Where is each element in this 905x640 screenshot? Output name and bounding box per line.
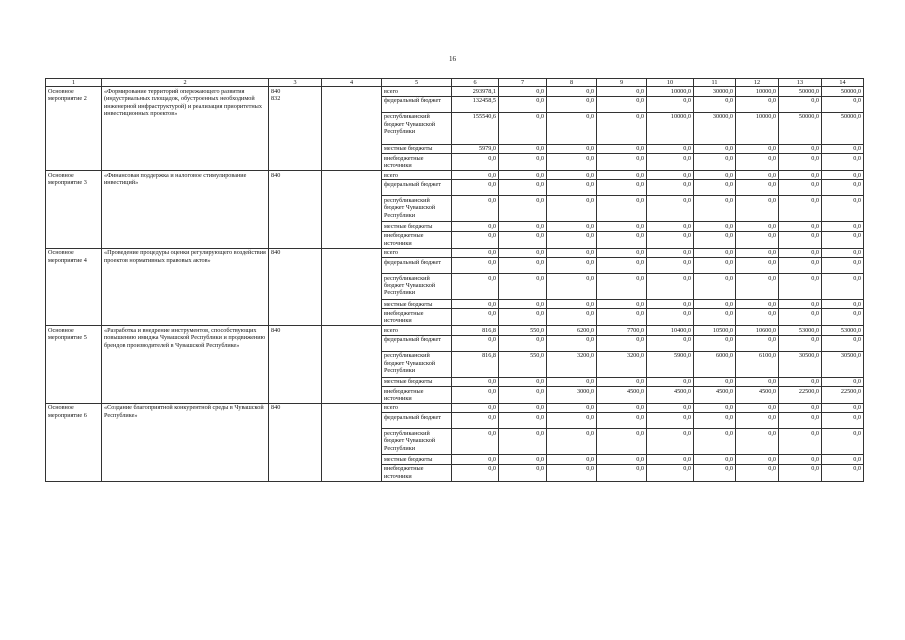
- amount-cell: 0,0: [452, 377, 499, 386]
- amount-cell: 0,0: [822, 464, 864, 481]
- amount-cell: 6000,0: [694, 351, 736, 377]
- amount-cell: 30500,0: [822, 351, 864, 377]
- amount-cell: 50000,0: [779, 112, 822, 144]
- amount-cell: 0,0: [547, 309, 597, 326]
- amount-cell: 0,0: [822, 455, 864, 464]
- column-number: 14: [822, 79, 864, 87]
- column-number: 1: [46, 79, 102, 87]
- amount-cell: 0,0: [452, 335, 499, 351]
- table-row: [46, 171, 864, 180]
- amount-cell: 0,0: [694, 413, 736, 429]
- amount-cell: 0,0: [822, 248, 864, 257]
- amount-cell: 0,0: [452, 231, 499, 248]
- amount-cell: 0,0: [452, 455, 499, 464]
- amount-cell: 0,0: [597, 180, 647, 196]
- column-number: 10: [647, 79, 694, 87]
- amount-cell: 10000,0: [647, 87, 694, 96]
- funding-source: внебюджетные источники: [382, 387, 452, 404]
- amount-cell: 0,0: [499, 387, 547, 404]
- column-number: 8: [547, 79, 597, 87]
- column-number: 4: [322, 79, 382, 87]
- amount-cell: 0,0: [547, 171, 597, 180]
- amount-cell: 53000,0: [822, 326, 864, 335]
- amount-cell: 22500,0: [779, 387, 822, 404]
- amount-cell: 0,0: [547, 222, 597, 231]
- amount-cell: 0,0: [647, 413, 694, 429]
- amount-cell: 50000,0: [779, 87, 822, 96]
- funding-source: всего: [382, 326, 452, 335]
- amount-cell: 0,0: [547, 403, 597, 412]
- funding-source: внебюджетные источники: [382, 309, 452, 326]
- amount-cell: 132458,5: [452, 96, 499, 112]
- amount-cell: 3200,0: [547, 351, 597, 377]
- amount-cell: 0,0: [779, 258, 822, 274]
- column-4-cell: [322, 171, 382, 249]
- amount-cell: 0,0: [736, 429, 779, 455]
- amount-cell: 4500,0: [597, 387, 647, 404]
- amount-cell: 0,0: [597, 258, 647, 274]
- amount-cell: 0,0: [779, 144, 822, 153]
- amount-cell: 0,0: [779, 180, 822, 196]
- amount-cell: 3200,0: [597, 351, 647, 377]
- amount-cell: 0,0: [694, 248, 736, 257]
- amount-cell: 0,0: [779, 222, 822, 231]
- amount-cell: 0,0: [597, 455, 647, 464]
- amount-cell: 0,0: [779, 455, 822, 464]
- amount-cell: 0,0: [694, 309, 736, 326]
- amount-cell: 0,0: [822, 377, 864, 386]
- amount-cell: 0,0: [597, 87, 647, 96]
- amount-cell: 0,0: [694, 144, 736, 153]
- amount-cell: 7700,0: [597, 326, 647, 335]
- amount-cell: 0,0: [647, 300, 694, 309]
- funding-source: федеральный бюджет: [382, 258, 452, 274]
- amount-cell: 0,0: [499, 180, 547, 196]
- amount-cell: 0,0: [547, 154, 597, 171]
- amount-cell: 0,0: [597, 309, 647, 326]
- table-row: [46, 248, 864, 257]
- amount-cell: 0,0: [694, 222, 736, 231]
- measure-description: «Разработка и внедрение инструментов, способствующих повышению имиджа Чувашской Республики и продвижению брендов производителей в Чувашской Республике»: [102, 326, 269, 404]
- amount-cell: 0,0: [452, 154, 499, 171]
- amount-cell: 0,0: [736, 222, 779, 231]
- amount-cell: 0,0: [694, 154, 736, 171]
- amount-cell: 0,0: [779, 377, 822, 386]
- funding-source: республиканский бюджет Чувашской Республики: [382, 351, 452, 377]
- amount-cell: 0,0: [779, 274, 822, 300]
- funding-source: местные бюджеты: [382, 144, 452, 153]
- table-row: [46, 403, 864, 412]
- amount-cell: 10400,0: [647, 326, 694, 335]
- amount-cell: 0,0: [547, 377, 597, 386]
- amount-cell: 0,0: [822, 309, 864, 326]
- amount-cell: 0,0: [694, 455, 736, 464]
- amount-cell: 0,0: [547, 231, 597, 248]
- amount-cell: 0,0: [499, 274, 547, 300]
- amount-cell: 0,0: [597, 112, 647, 144]
- amount-cell: 0,0: [597, 196, 647, 222]
- amount-cell: 0,0: [736, 335, 779, 351]
- amount-cell: 0,0: [547, 144, 597, 153]
- amount-cell: 0,0: [547, 455, 597, 464]
- amount-cell: 0,0: [547, 112, 597, 144]
- funding-source: местные бюджеты: [382, 222, 452, 231]
- amount-cell: 0,0: [822, 154, 864, 171]
- amount-cell: 0,0: [647, 171, 694, 180]
- column-number: 7: [499, 79, 547, 87]
- amount-cell: 0,0: [499, 258, 547, 274]
- column-number: 6: [452, 79, 499, 87]
- amount-cell: 4500,0: [647, 387, 694, 404]
- amount-cell: 0,0: [499, 231, 547, 248]
- amount-cell: 0,0: [694, 258, 736, 274]
- table-row: [46, 87, 864, 96]
- amount-cell: 0,0: [647, 429, 694, 455]
- amount-cell: 0,0: [779, 196, 822, 222]
- amount-cell: 0,0: [597, 403, 647, 412]
- amount-cell: 0,0: [499, 300, 547, 309]
- amount-cell: 0,0: [499, 196, 547, 222]
- amount-cell: 0,0: [499, 222, 547, 231]
- amount-cell: 0,0: [452, 196, 499, 222]
- amount-cell: 0,0: [547, 180, 597, 196]
- amount-cell: 0,0: [822, 274, 864, 300]
- funding-source: республиканский бюджет Чувашской Республики: [382, 429, 452, 455]
- amount-cell: 0,0: [736, 464, 779, 481]
- funding-source: местные бюджеты: [382, 377, 452, 386]
- amount-cell: 0,0: [736, 231, 779, 248]
- measure-name: Основное мероприятие 5: [46, 326, 102, 404]
- amount-cell: 50000,0: [822, 87, 864, 96]
- amount-cell: 0,0: [736, 258, 779, 274]
- amount-cell: 0,0: [547, 335, 597, 351]
- amount-cell: 0,0: [736, 144, 779, 153]
- funding-source: республиканский бюджет Чувашской Республики: [382, 112, 452, 144]
- amount-cell: 0,0: [736, 413, 779, 429]
- amount-cell: 0,0: [647, 377, 694, 386]
- amount-cell: 0,0: [452, 274, 499, 300]
- amount-cell: 0,0: [547, 464, 597, 481]
- amount-cell: 53000,0: [779, 326, 822, 335]
- amount-cell: 0,0: [694, 377, 736, 386]
- amount-cell: 0,0: [779, 300, 822, 309]
- amount-cell: 30500,0: [779, 351, 822, 377]
- amount-cell: 0,0: [452, 403, 499, 412]
- amount-cell: 0,0: [647, 231, 694, 248]
- funding-source: всего: [382, 248, 452, 257]
- amount-cell: 0,0: [597, 335, 647, 351]
- amount-cell: 0,0: [452, 171, 499, 180]
- budget-code: 840: [269, 326, 322, 404]
- funding-source: всего: [382, 87, 452, 96]
- amount-cell: 0,0: [597, 300, 647, 309]
- amount-cell: 0,0: [736, 309, 779, 326]
- amount-cell: 0,0: [822, 403, 864, 412]
- amount-cell: 0,0: [736, 196, 779, 222]
- column-number: 11: [694, 79, 736, 87]
- amount-cell: 0,0: [647, 455, 694, 464]
- amount-cell: 0,0: [547, 258, 597, 274]
- amount-cell: 550,0: [499, 351, 547, 377]
- amount-cell: 0,0: [597, 429, 647, 455]
- amount-cell: 0,0: [547, 96, 597, 112]
- amount-cell: 0,0: [452, 180, 499, 196]
- column-4-cell: [322, 87, 382, 171]
- amount-cell: 0,0: [694, 180, 736, 196]
- amount-cell: 0,0: [694, 96, 736, 112]
- amount-cell: 155540,6: [452, 112, 499, 144]
- funding-source: республиканский бюджет Чувашской Республики: [382, 196, 452, 222]
- amount-cell: 0,0: [736, 274, 779, 300]
- amount-cell: 0,0: [736, 403, 779, 412]
- amount-cell: 6200,0: [547, 326, 597, 335]
- amount-cell: 22500,0: [822, 387, 864, 404]
- amount-cell: 0,0: [499, 377, 547, 386]
- measure-name: Основное мероприятие 4: [46, 248, 102, 326]
- budget-code: 840: [269, 248, 322, 326]
- amount-cell: 0,0: [779, 309, 822, 326]
- funding-source: федеральный бюджет: [382, 413, 452, 429]
- amount-cell: 0,0: [499, 154, 547, 171]
- funding-source: всего: [382, 171, 452, 180]
- amount-cell: 0,0: [822, 96, 864, 112]
- amount-cell: 0,0: [499, 171, 547, 180]
- budget-code: 840: [269, 171, 322, 249]
- amount-cell: 0,0: [736, 248, 779, 257]
- amount-cell: 0,0: [499, 429, 547, 455]
- amount-cell: 0,0: [694, 464, 736, 481]
- amount-cell: 0,0: [452, 248, 499, 257]
- amount-cell: 0,0: [597, 464, 647, 481]
- column-number: 12: [736, 79, 779, 87]
- amount-cell: 0,0: [736, 300, 779, 309]
- amount-cell: 0,0: [647, 144, 694, 153]
- amount-cell: 0,0: [822, 171, 864, 180]
- amount-cell: 0,0: [547, 413, 597, 429]
- amount-cell: 0,0: [547, 248, 597, 257]
- funding-source: федеральный бюджет: [382, 335, 452, 351]
- funding-source: внебюджетные источники: [382, 154, 452, 171]
- amount-cell: 0,0: [694, 231, 736, 248]
- amount-cell: 0,0: [499, 87, 547, 96]
- amount-cell: 0,0: [547, 300, 597, 309]
- amount-cell: 0,0: [647, 96, 694, 112]
- amount-cell: 0,0: [597, 377, 647, 386]
- measure-name: Основное мероприятие 6: [46, 403, 102, 481]
- measure-name: Основное мероприятие 2: [46, 87, 102, 171]
- amount-cell: 4500,0: [694, 387, 736, 404]
- amount-cell: 0,0: [499, 112, 547, 144]
- amount-cell: 0,0: [694, 300, 736, 309]
- amount-cell: 0,0: [694, 171, 736, 180]
- funding-source: внебюджетные источники: [382, 464, 452, 481]
- amount-cell: 816,8: [452, 326, 499, 335]
- amount-cell: 0,0: [499, 403, 547, 412]
- amount-cell: 0,0: [822, 144, 864, 153]
- budget-code: 840 832: [269, 87, 322, 171]
- budget-table: [45, 78, 864, 482]
- amount-cell: 50000,0: [822, 112, 864, 144]
- amount-cell: 0,0: [822, 196, 864, 222]
- funding-source: федеральный бюджет: [382, 96, 452, 112]
- amount-cell: 0,0: [547, 429, 597, 455]
- amount-cell: 0,0: [452, 464, 499, 481]
- amount-cell: 5900,0: [647, 351, 694, 377]
- amount-cell: 0,0: [499, 309, 547, 326]
- amount-cell: 0,0: [597, 144, 647, 153]
- measure-description: «Финансовая поддержка и налоговое стимулирование инвестиций»: [102, 171, 269, 249]
- measure-description: «Формирование территорий опережающего развития (индустриальных площадок, обустроенных необходимой инженерной инфраструктурой) и реализация приоритетных инвестиционных проектов»: [102, 87, 269, 171]
- amount-cell: 0,0: [647, 464, 694, 481]
- amount-cell: 0,0: [779, 335, 822, 351]
- amount-cell: 0,0: [779, 429, 822, 455]
- funding-source: местные бюджеты: [382, 455, 452, 464]
- amount-cell: 10500,0: [694, 326, 736, 335]
- column-number: 3: [269, 79, 322, 87]
- amount-cell: 0,0: [822, 231, 864, 248]
- amount-cell: 0,0: [694, 429, 736, 455]
- amount-cell: 0,0: [499, 413, 547, 429]
- amount-cell: 0,0: [452, 429, 499, 455]
- budget-code: 840: [269, 403, 322, 481]
- amount-cell: 0,0: [499, 455, 547, 464]
- amount-cell: 0,0: [779, 413, 822, 429]
- amount-cell: 0,0: [647, 309, 694, 326]
- column-number-row: [46, 79, 864, 87]
- amount-cell: 0,0: [779, 96, 822, 112]
- column-4-cell: [322, 326, 382, 404]
- amount-cell: 0,0: [547, 87, 597, 96]
- funding-source: внебюджетные источники: [382, 231, 452, 248]
- amount-cell: 0,0: [694, 403, 736, 412]
- amount-cell: 4500,0: [736, 387, 779, 404]
- amount-cell: 10000,0: [736, 112, 779, 144]
- amount-cell: 0,0: [597, 222, 647, 231]
- amount-cell: 0,0: [597, 248, 647, 257]
- amount-cell: 0,0: [694, 274, 736, 300]
- table-body: [46, 79, 864, 482]
- amount-cell: 0,0: [822, 222, 864, 231]
- amount-cell: 0,0: [647, 274, 694, 300]
- amount-cell: 10600,0: [736, 326, 779, 335]
- funding-source: всего: [382, 403, 452, 412]
- amount-cell: 0,0: [647, 403, 694, 412]
- amount-cell: 0,0: [499, 335, 547, 351]
- amount-cell: 0,0: [647, 180, 694, 196]
- amount-cell: 0,0: [822, 180, 864, 196]
- amount-cell: 0,0: [452, 413, 499, 429]
- amount-cell: 0,0: [499, 96, 547, 112]
- funding-source: федеральный бюджет: [382, 180, 452, 196]
- amount-cell: 0,0: [822, 335, 864, 351]
- amount-cell: 0,0: [452, 300, 499, 309]
- amount-cell: 0,0: [736, 377, 779, 386]
- amount-cell: 0,0: [547, 196, 597, 222]
- measure-name: Основное мероприятие 3: [46, 171, 102, 249]
- amount-cell: 0,0: [779, 154, 822, 171]
- amount-cell: 5979,0: [452, 144, 499, 153]
- column-number: 13: [779, 79, 822, 87]
- column-number: 2: [102, 79, 269, 87]
- amount-cell: 0,0: [452, 258, 499, 274]
- amount-cell: 0,0: [779, 231, 822, 248]
- measure-description: «Проведение процедуры оценки регулирующего воздействия проектов нормативных правовых актов»: [102, 248, 269, 326]
- column-4-cell: [322, 248, 382, 326]
- amount-cell: 30000,0: [694, 112, 736, 144]
- amount-cell: 0,0: [499, 144, 547, 153]
- amount-cell: 0,0: [647, 335, 694, 351]
- amount-cell: 293978,1: [452, 87, 499, 96]
- amount-cell: 0,0: [499, 248, 547, 257]
- amount-cell: 0,0: [647, 222, 694, 231]
- amount-cell: 0,0: [597, 413, 647, 429]
- amount-cell: 0,0: [736, 180, 779, 196]
- amount-cell: 0,0: [452, 309, 499, 326]
- amount-cell: 0,0: [452, 387, 499, 404]
- amount-cell: 0,0: [647, 248, 694, 257]
- page-number: 16: [449, 55, 456, 63]
- amount-cell: 0,0: [597, 171, 647, 180]
- amount-cell: 0,0: [597, 154, 647, 171]
- amount-cell: 30000,0: [694, 87, 736, 96]
- amount-cell: 550,0: [499, 326, 547, 335]
- amount-cell: 0,0: [694, 335, 736, 351]
- amount-cell: 0,0: [779, 464, 822, 481]
- amount-cell: 0,0: [822, 413, 864, 429]
- amount-cell: 0,0: [499, 464, 547, 481]
- amount-cell: 0,0: [597, 231, 647, 248]
- amount-cell: 816,8: [452, 351, 499, 377]
- amount-cell: 0,0: [547, 274, 597, 300]
- measure-description: «Создание благоприятной конкурентной среды в Чувашской Республике»: [102, 403, 269, 481]
- funding-source: республиканский бюджет Чувашской Республики: [382, 274, 452, 300]
- amount-cell: 0,0: [822, 429, 864, 455]
- amount-cell: 0,0: [822, 258, 864, 274]
- amount-cell: 0,0: [452, 222, 499, 231]
- amount-cell: 0,0: [597, 274, 647, 300]
- amount-cell: 0,0: [647, 154, 694, 171]
- amount-cell: 10000,0: [736, 87, 779, 96]
- amount-cell: 0,0: [822, 300, 864, 309]
- amount-cell: 10000,0: [647, 112, 694, 144]
- amount-cell: 0,0: [694, 196, 736, 222]
- amount-cell: 0,0: [647, 258, 694, 274]
- amount-cell: 0,0: [779, 248, 822, 257]
- amount-cell: 0,0: [597, 96, 647, 112]
- column-4-cell: [322, 403, 382, 481]
- amount-cell: 6100,0: [736, 351, 779, 377]
- amount-cell: 0,0: [736, 455, 779, 464]
- amount-cell: 0,0: [736, 171, 779, 180]
- table-row: [46, 326, 864, 335]
- amount-cell: 0,0: [736, 96, 779, 112]
- amount-cell: 3000,0: [547, 387, 597, 404]
- amount-cell: 0,0: [779, 171, 822, 180]
- amount-cell: 0,0: [647, 196, 694, 222]
- amount-cell: 0,0: [779, 403, 822, 412]
- column-number: 9: [597, 79, 647, 87]
- column-number: 5: [382, 79, 452, 87]
- amount-cell: 0,0: [736, 154, 779, 171]
- funding-source: местные бюджеты: [382, 300, 452, 309]
